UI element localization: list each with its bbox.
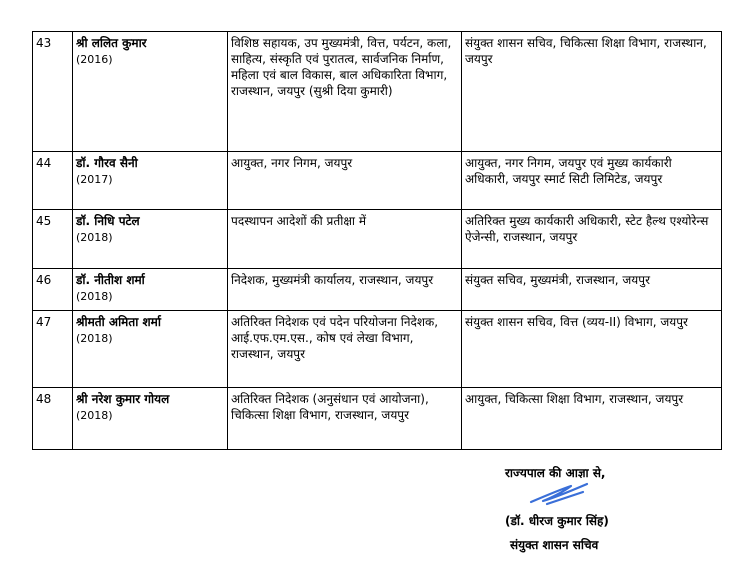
table-row <box>33 152 722 210</box>
previous-posting-cell: संयुक्त शासन सचिव, वित्त (व्यय-II) विभाग, जयपुर <box>462 311 722 388</box>
officer-cell <box>73 269 228 311</box>
order-by-governor-text: राज्यपाल की आज्ञा से, <box>505 466 606 480</box>
serial-cell <box>33 269 73 311</box>
serial-cell <box>33 388 73 450</box>
table-row <box>33 311 722 388</box>
officer-batch-year: (2018) <box>76 332 113 345</box>
officer-name: श्री नरेश कुमार गोयल <box>76 392 170 406</box>
new-posting-cell: आयुक्त, नगर निगम, जयपुर <box>228 152 462 210</box>
previous-posting-cell: संयुक्त सचिव, मुख्यमंत्री, राजस्थान, जयपुर <box>462 269 722 311</box>
serial-cell <box>33 152 73 210</box>
new-posting-cell: विशिष्ठ सहायक, उप मुख्यमंत्री, वित्त, पर्यटन, कला, साहित्य, संस्कृति एवं पुरातत्व, सार्वजनिक निर्माण, महिला एवं बाल विकास, बाल अधिकारिता विभाग, राजस्थान, जयपुर (सुश्री दिया कुमारी) <box>228 32 462 152</box>
officer-cell <box>73 32 228 152</box>
officer-name: श्री ललित कुमार <box>76 36 147 50</box>
serial-cell <box>33 32 73 152</box>
new-posting-cell: पदस्थापन आदेशों की प्रतीक्षा में <box>228 210 462 269</box>
signing-officer-name: (डॉ. धीरज कुमार सिंह) <box>505 514 609 528</box>
officer-cell <box>73 152 228 210</box>
new-posting-cell: अतिरिक्त निदेशक एवं पदेन परियोजना निदेशक, आई.एफ.एम.एस., कोष एवं लेखा विभाग, राजस्थान, जयपुर <box>228 311 462 388</box>
serial-number: 43 <box>36 36 52 50</box>
serial-cell <box>33 210 73 269</box>
signing-officer-designation: संयुक्त शासन सचिव <box>510 538 599 552</box>
officer-batch-year: (2018) <box>76 409 113 422</box>
new-posting-cell: अतिरिक्त निदेशक (अनुसंधान एवं आयोजना), चिकित्सा शिक्षा विभाग, राजस्थान, जयपुर <box>228 388 462 450</box>
serial-number: 48 <box>36 392 52 406</box>
serial-cell <box>33 311 73 388</box>
previous-posting-cell: अतिरिक्त मुख्य कार्यकारी अधिकारी, स्टेट हैल्थ एश्योरेन्स ऐजेन्सी, राजस्थान, जयपुर <box>462 210 722 269</box>
new-posting-cell: निदेशक, मुख्यमंत्री कार्यालय, राजस्थान, जयपुर <box>228 269 462 311</box>
previous-posting-cell: आयुक्त, नगर निगम, जयपुर एवं मुख्य कार्यकारी अधिकारी, जयपुर स्मार्ट सिटी लिमिटेड, जयपुर <box>462 152 722 210</box>
officer-name: श्रीमती अमिता शर्मा <box>76 315 161 329</box>
officer-batch-year: (2016) <box>76 53 113 66</box>
previous-posting-cell: संयुक्त शासन सचिव, चिकित्सा शिक्षा विभाग, राजस्थान, जयपुर <box>462 32 722 152</box>
table-row <box>33 269 722 311</box>
transfer-table <box>32 31 722 450</box>
officer-name: डॉ. गौरव सैनी <box>76 156 138 170</box>
previous-posting-cell: आयुक्त, चिकित्सा शिक्षा विभाग, राजस्थान, जयपुर <box>462 388 722 450</box>
officer-batch-year: (2018) <box>76 290 113 303</box>
table-row <box>33 210 722 269</box>
officer-cell <box>73 388 228 450</box>
officer-name: डॉ. निधि पटेल <box>76 214 140 228</box>
serial-number: 47 <box>36 315 52 329</box>
table-row <box>33 388 722 450</box>
serial-number: 44 <box>36 156 52 170</box>
serial-number: 46 <box>36 273 52 287</box>
officer-cell <box>73 311 228 388</box>
officer-batch-year: (2017) <box>76 173 113 186</box>
signature-mark <box>525 478 595 508</box>
officer-batch-year: (2018) <box>76 231 113 244</box>
officer-cell <box>73 210 228 269</box>
table-row <box>33 32 722 152</box>
officer-name: डॉ. नीतीश शर्मा <box>76 273 145 287</box>
serial-number: 45 <box>36 214 52 228</box>
